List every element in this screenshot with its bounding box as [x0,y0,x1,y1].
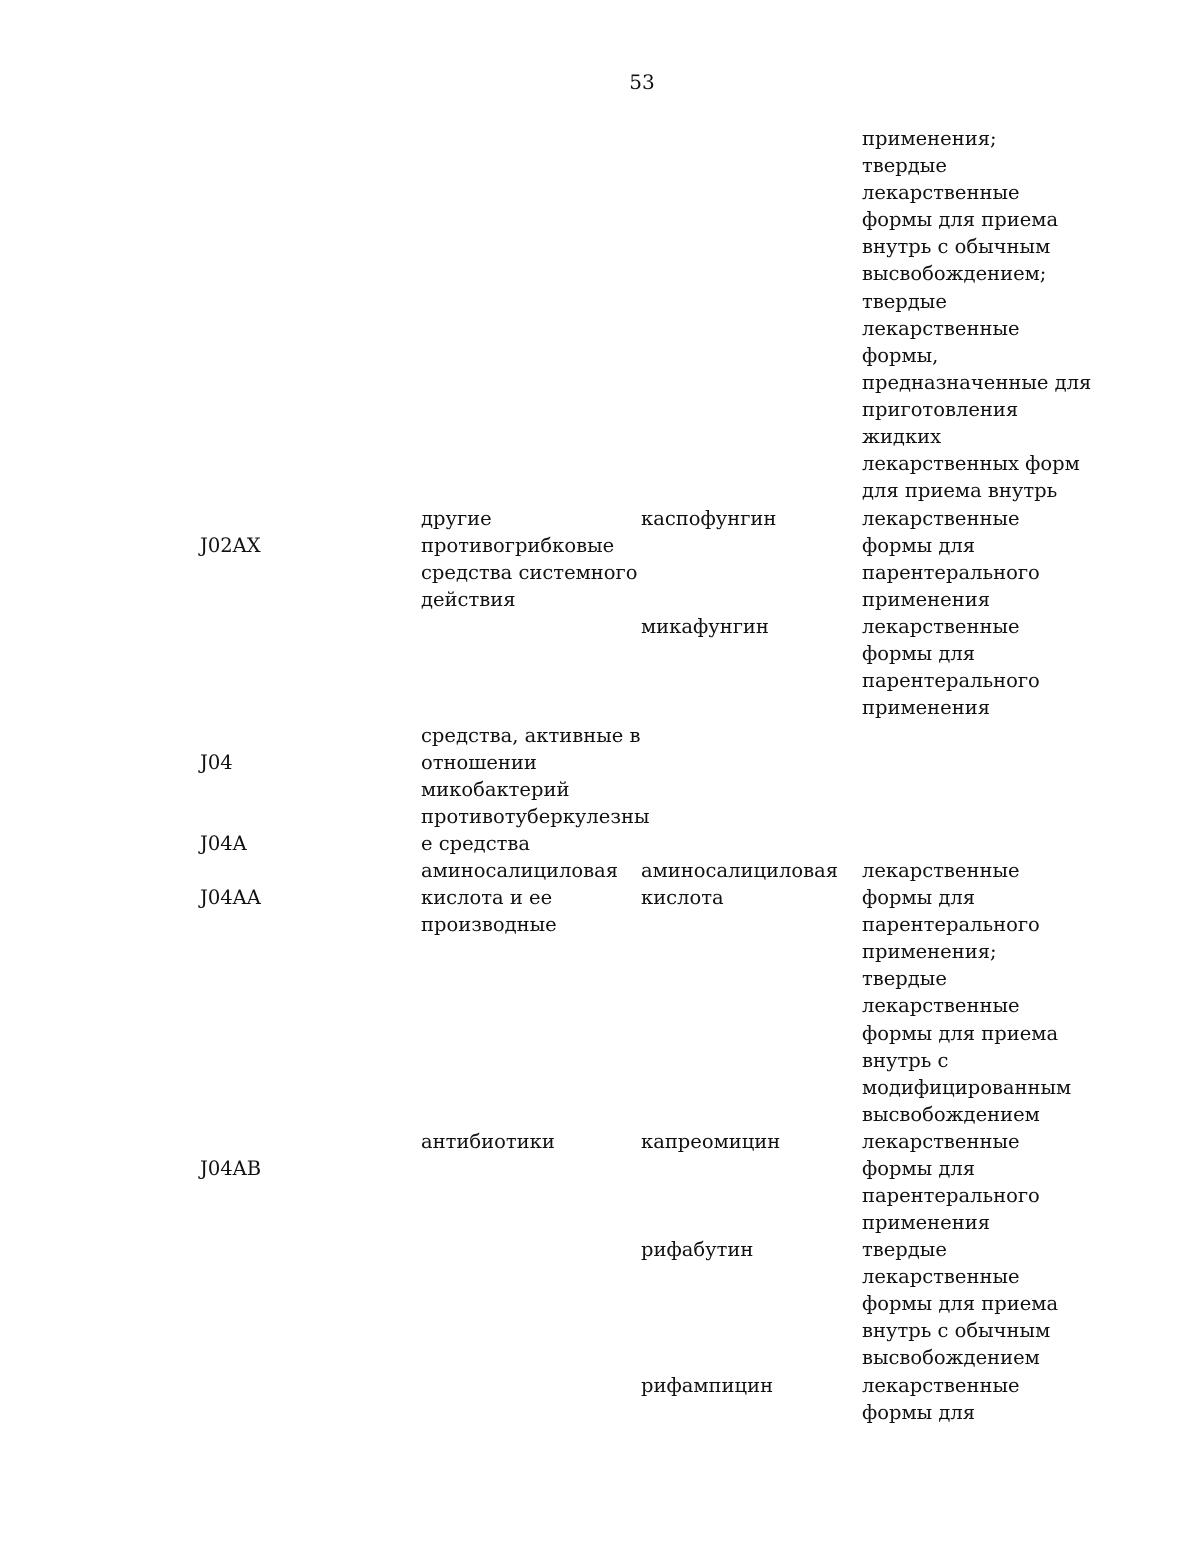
group-name-cell: противотуберкулезны е средства [421,805,650,856]
drug-name-cell: микафунгин [641,615,769,638]
dosage-form-cell: твердые лекарственные формы для приема внутрь с обычным высвобождением [862,1238,1059,1370]
dosage-form-cell: применения; твердые лекарственные формы для приема внутрь с обычным высвобождением; твердые лекарственные формы, предназначенные для приготовления жидких лекарственных форм для приема внутрь [862,127,1092,503]
dosage-form-cell: лекарственные формы для парентерального применения [862,1130,1040,1235]
dosage-form-cell: лекарственные формы для парентерального применения [862,507,1040,612]
dosage-form-cell: лекарственные формы для [862,1374,1020,1425]
group-name-cell: аминосалициловая кислота и ее производные [421,859,619,937]
atc-code-cell: J04AB [200,1157,262,1180]
dosage-form-cell: лекарственные формы для парентерального применения; твердые лекарственные формы для приема внутрь с модифицированным высвобождением [862,859,1072,1126]
drug-name-cell: аминосалициловая кислота [641,859,839,910]
drug-name-cell: рифабутин [641,1238,754,1261]
drug-name-cell: капреомицин [641,1130,781,1153]
group-name-cell: антибиотики [421,1130,555,1153]
group-name-cell: средства, активные в отношении микобактерий [421,724,641,802]
atc-code-cell: J04 [200,751,233,774]
group-name-cell: другие противогрибковые средства системного действия [421,507,638,612]
atc-code-cell: J04AA [200,886,261,909]
drug-name-cell: каспофунгин [641,507,777,530]
atc-code-cell: J04A [200,832,247,855]
dosage-form-cell: лекарственные формы для парентерального применения [862,615,1040,720]
page-number: 53 [629,70,655,94]
drug-name-cell: рифампицин [641,1374,774,1397]
atc-code-cell: J02AX [200,534,261,557]
